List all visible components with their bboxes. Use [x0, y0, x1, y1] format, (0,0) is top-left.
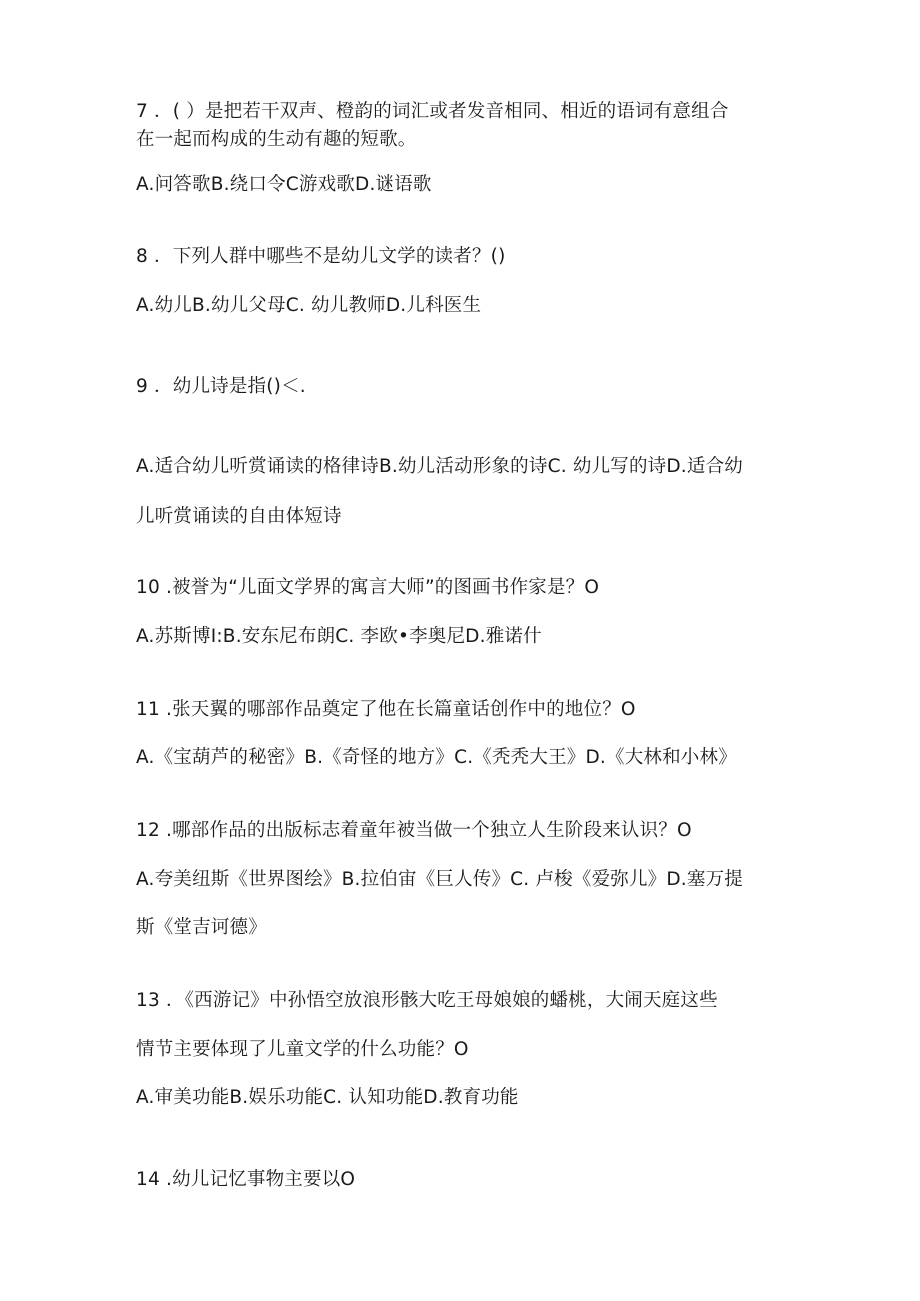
- question-9-stem: 9 ．幼儿诗是指()＜.: [136, 376, 306, 397]
- question-13-stem-line-1: 13 ．《西游记》中孙悟空放浪形骸大吃王母娘娘的蟠桃，大闹天庭这些: [136, 990, 718, 1011]
- question-12-options-line-1: A.夸美纽斯《世界图绘》B.拉伯宙《巨人传》C. 卢梭《爱弥儿》D.塞万提: [136, 869, 743, 890]
- question-12-stem: 12 .哪部作品的出版标志着童年被当做一个独立人生阶段来认识？O: [136, 820, 692, 841]
- question-8-options: A.幼儿B.幼儿父母C. 幼儿教师D.儿科医生: [136, 295, 482, 316]
- question-7-options: A.问答歌B.绕口令C游戏歌D.谜语歌: [136, 174, 432, 195]
- question-12-options-line-2: 斯《堂吉诃德》: [136, 917, 267, 938]
- question-9-options-line-1: A.适合幼儿听赏诵读的格律诗B.幼儿活动形象的诗C. 幼儿写的诗D.适合幼: [136, 456, 743, 477]
- question-9-options-line-2: 儿听赏诵读的自由体短诗: [136, 506, 342, 527]
- question-8-stem: 8 ．下列人群中哪些不是幼儿文学的读者？(): [136, 246, 506, 267]
- question-11-options: A.《宝葫芦的秘密》B.《奇怪的地方》C.《秃秃大王》D.《大林和小林》: [136, 747, 737, 768]
- question-11-stem: 11 .张天翼的哪部作品奠定了他在长篇童话创作中的地位？O: [136, 699, 636, 720]
- question-14-stem: 14 .幼儿记忆事物主要以O: [136, 1169, 356, 1190]
- question-10-options: A.苏斯博I:B.安东尼布朗C. 李欧•李奥尼D.雅诺什: [136, 626, 542, 647]
- question-13-stem-line-2: 情节主要体现了儿童文学的什么功能？O: [136, 1039, 469, 1060]
- question-10-stem: 10 .被誉为“儿面文学界的寓言大师”的图画书作家是？O: [136, 577, 600, 598]
- question-7-stem-line-2: 在一起而构成的生动有趣的短歌。: [136, 129, 417, 150]
- question-7-stem-line-1: 7 ．( ）是把若干双声、橙韵的词汇或者发音相同、相近的语词有意组合: [136, 101, 729, 122]
- question-13-options: A.审美功能B.娱乐功能C. 认知功能D.教育功能: [136, 1087, 519, 1108]
